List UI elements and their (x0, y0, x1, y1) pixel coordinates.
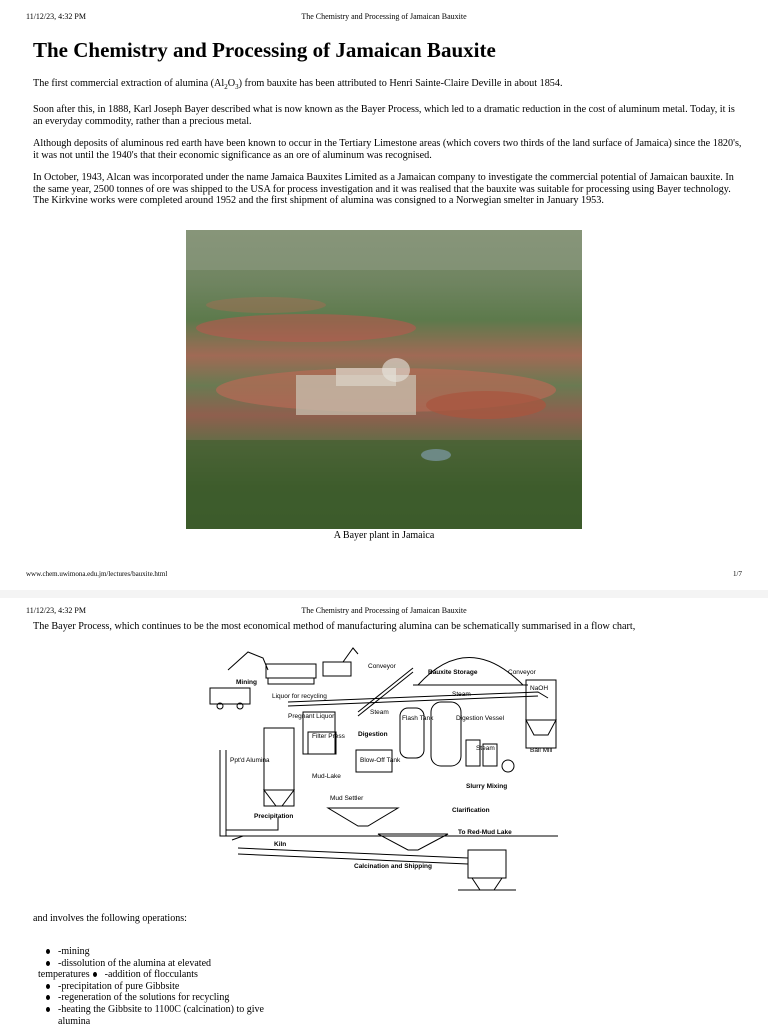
fc-digestion-vessel: Digestion Vessel (456, 715, 505, 722)
page-number: 1/7 (733, 570, 742, 578)
fc-steam-1: Steam (370, 709, 389, 716)
bayer-process-flowchart (208, 640, 568, 900)
paragraph-bayer-process-intro: The Bayer Process, which continues to be the most economical method of manufacturing alumina can be schematically summarised in a flow chart, (33, 621, 636, 632)
print-datetime: 11/12/23, 4:32 PM (26, 12, 86, 21)
fc-mud-lake: Mud-Lake (312, 773, 341, 780)
paragraph-alumina-extraction: The first commercial extraction of alumina $(Al_2O_3)$ from bauxite has been attributed to Henri Sainte-Claire Deville in about 1854. (33, 78, 563, 92)
photo-caption: A Bayer plant in Jamaica (333, 530, 435, 541)
fc-red-mud-lake: To Red-Mud Lake (458, 829, 512, 836)
fc-pregnant-liquor: Pregnant Liquor (288, 713, 335, 720)
fc-ball-mill: Ball Mill (530, 747, 553, 754)
operations-list (38, 946, 278, 1027)
paragraph-bayer-1888: Soon after this, in 1888, Karl Joseph Bayer described what is now known as the Bayer Process, which led to a dramatic reduction in the cost of aluminum metal. Today, it is an everyday commodity, rather than a precious metal. (33, 104, 735, 127)
bayer-plant-photo (186, 230, 582, 529)
fc-pptd-alumina: Ppt'd Alumina (230, 757, 270, 764)
list-item: -mining (38, 946, 278, 958)
page-header-2 (0, 606, 768, 618)
fc-conveyor-2: Conveyor (508, 669, 536, 676)
page-header (0, 12, 768, 24)
page-url[interactable]: www.chem.uwimona.edu.jm/lectures/bauxite.html (26, 570, 168, 578)
list-item: -dissolution of the alumina at elevated (38, 958, 278, 970)
fc-mining: Mining (236, 679, 257, 686)
fc-steam-2: Steam (452, 691, 471, 698)
list-item: -precipitation of pure Gibbsite (38, 981, 278, 993)
fc-calcination: Calcination and Shipping (354, 863, 432, 870)
fc-flash-tank: Flash Tank (402, 715, 434, 722)
fc-mud-settler: Mud Settler (330, 795, 364, 802)
operations-intro: and involves the following operations: (33, 913, 187, 924)
fc-digestion: Digestion (358, 731, 388, 738)
fc-blow-off-tank: Blow-Off Tank (360, 757, 401, 764)
page-separator (0, 590, 768, 598)
fc-liquor-recycling: Liquor for recycling (272, 693, 327, 700)
print-datetime-2: 11/12/23, 4:32 PM (26, 606, 86, 615)
fc-filter-press: Filter Press (312, 733, 345, 740)
fc-kiln: Kiln (274, 841, 287, 848)
print-doc-title-2: The Chemistry and Processing of Jamaican Bauxite (301, 606, 467, 615)
paragraph-deposits: Although deposits of aluminous red earth have been known to occur in the Tertiary Limestone areas (which covers two thirds of the land surface of Jamaica) since the 1820's, it was not until the 1940's that their economic significance as an ore of aluminum was recognised. (33, 138, 742, 161)
fc-naoh: NaOH (530, 685, 549, 692)
list-item: -regeneration of the solutions for recycling (38, 992, 278, 1004)
fc-conveyor-1: Conveyor (368, 663, 396, 670)
fc-bauxite-storage: Bauxite Storage (428, 669, 478, 676)
print-doc-title: The Chemistry and Processing of Jamaican Bauxite (301, 12, 467, 21)
fc-precipitation: Precipitation (254, 813, 294, 820)
list-item: temperatures -addition of flocculants (38, 969, 198, 981)
fc-clarification: Clarification (452, 807, 490, 814)
fc-steam-3: Steam (476, 745, 495, 752)
list-item: -heating the Gibbsite to 1100C (calcination) to give alumina (38, 1004, 278, 1027)
fc-slurry-mixing: Slurry Mixing (466, 783, 508, 790)
page-title: The Chemistry and Processing of Jamaican Bauxite (33, 38, 496, 62)
paragraph-alcan-1943: In October, 1943, Alcan was incorporated under the name Jamaica Bauxites Limited as a Jamaican company to investigate the commercial potential of Jamaican bauxite. In the same year, 2500 tonnes of ore was shipped to the USA for process investigation and it was realised that the bauxite was suitable for processing using Bayer technology. The Kirkvine works were completed around 1952 and the first shipment of alumina was consigned to a Norwegian smelter in January 1953. (33, 172, 734, 206)
